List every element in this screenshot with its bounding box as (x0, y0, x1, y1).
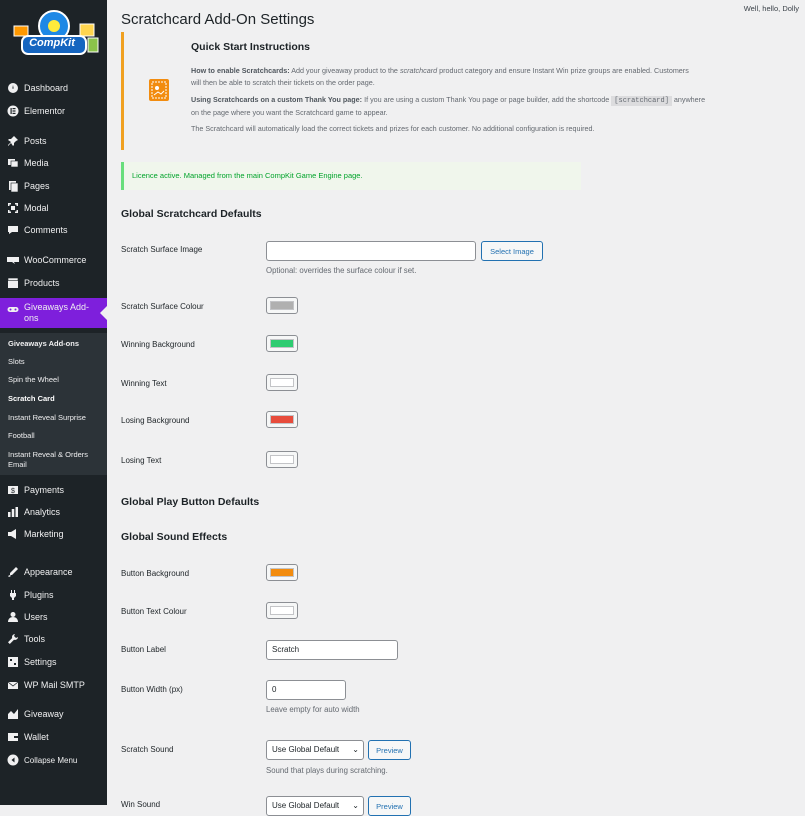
licence-notice: Licence active. Managed from the main CompKit Game Engine page. (121, 162, 581, 190)
notice-paragraph-3: The Scratchcard will automatically load the correct tickets and prizes for each customer. No additional configuration is required. (191, 124, 595, 133)
submenu-item-giveaways-addons[interactable]: Giveaways Add-ons (8, 339, 79, 348)
label-button-width: Button Width (px) (121, 685, 183, 694)
compkit-logo[interactable] (8, 8, 100, 62)
submenu-item-football[interactable]: Football (8, 431, 35, 440)
notice-title: Quick Start Instructions (191, 41, 311, 53)
sidebar-item-label: Analytics (24, 507, 61, 517)
sidebar-item-users[interactable] (0, 611, 107, 623)
sidebar-collapse-menu[interactable] (0, 754, 107, 766)
sidebar-item-label: Media (24, 158, 49, 168)
sidebar-item-label: Users (24, 612, 48, 622)
marketing-icon (7, 528, 19, 540)
sidebar-item-label: Payments (24, 485, 65, 495)
sidebar-item-label: Giveaway (24, 709, 64, 719)
wallet-icon (7, 731, 19, 743)
win-sound-preview-button[interactable]: Preview (368, 796, 411, 816)
win-sound-select[interactable] (266, 796, 364, 816)
admin-sidebar (0, 0, 107, 805)
notice-paragraph-2: Using Scratchcards on a custom Thank You page: If you are using a custom Thank You page or page builder, add the shortcode [scratchcard] anywhere on the page where you want the Scratchcard game to appear. (191, 95, 706, 117)
sidebar-item-wp-mail-smtp[interactable] (0, 679, 107, 691)
comments-icon (7, 224, 19, 236)
label-button-text-colour: Button Text Colour (121, 607, 187, 616)
giveaway-icon (7, 708, 19, 720)
submenu-item-slots[interactable]: Slots (8, 357, 25, 366)
select-image-button[interactable]: Select Image (481, 241, 543, 261)
modal-icon (7, 202, 19, 214)
sidebar-item-payments[interactable] (0, 484, 107, 496)
submenu-item-instant-reveal-surprise[interactable]: Instant Reveal Surprise (8, 413, 86, 422)
tools-icon (7, 633, 19, 645)
color-swatch (270, 301, 294, 310)
button-text-colour-picker[interactable] (266, 602, 298, 619)
svg-text:$: $ (11, 488, 15, 495)
sidebar-item-label: Wallet (24, 732, 49, 742)
sidebar-item-label: Comments (24, 225, 68, 235)
sidebar-item-label: Elementor (24, 106, 66, 116)
pages-icon (7, 180, 19, 192)
scratch-sound-preview-button[interactable]: Preview (368, 740, 411, 760)
winning-text-colour-picker[interactable] (266, 374, 298, 391)
sidebar-item-plugins[interactable] (0, 589, 107, 601)
label-scratch-surface-colour: Scratch Surface Colour (121, 302, 204, 311)
quick-start-notice (121, 32, 706, 150)
payments-icon (7, 484, 19, 496)
logo-text: CompKit (29, 37, 75, 49)
label-button-background: Button Background (121, 569, 190, 578)
notice-paragraph-1: How to enable Scratchcards: Add your giveaway product to the scratchcard product category and ensure Instant Win prize groups are enabled. Customers will then be able to scratch their tickets on the order page. (191, 66, 689, 87)
sidebar-item-label: Dashboard (24, 83, 69, 93)
sidebar-item-label: Modal (24, 203, 49, 213)
sidebar-item-label: Posts (24, 136, 47, 146)
chevron-down-icon: ⌄ (352, 801, 359, 810)
label-losing-background: Losing Background (121, 416, 190, 425)
appearance-icon (7, 566, 19, 578)
settings-icon (7, 656, 19, 668)
submenu-item-spin-the-wheel[interactable]: Spin the Wheel (8, 375, 59, 384)
section-heading-play-button: Global Play Button Defaults (121, 496, 260, 508)
sidebar-item-marketing[interactable] (0, 528, 107, 540)
shortcode: [scratchcard] (611, 96, 672, 106)
sidebar-item-modal[interactable] (0, 202, 107, 214)
button-background-colour-picker[interactable] (266, 564, 298, 581)
section-heading-scratchcard: Global Scratchcard Defaults (121, 208, 262, 220)
pin-icon (7, 135, 19, 147)
scratch-sound-description: Sound that plays during scratching. (266, 766, 388, 775)
sidebar-item-tools[interactable] (0, 633, 107, 645)
scratch-sound-select[interactable] (266, 740, 364, 760)
scratchcard-icon (148, 78, 170, 102)
sidebar-item-label: WP Mail SMTP (24, 680, 85, 690)
greeting[interactable]: Well, hello, Dolly (743, 4, 799, 13)
surface-image-description: Optional: overrides the surface colour if set. (266, 266, 417, 275)
chevron-down-icon: ⌄ (352, 745, 359, 754)
color-swatch (270, 606, 294, 615)
sidebar-item-wallet[interactable] (0, 731, 107, 743)
giveaways-submenu (0, 333, 107, 475)
sidebar-item-appearance[interactable] (0, 566, 107, 578)
dashboard-icon (7, 82, 19, 94)
sidebar-item-label: WooCommerce (24, 255, 87, 265)
select-value: Use Global Default (272, 745, 340, 754)
users-icon (7, 611, 19, 623)
label-scratch-surface-image: Scratch Surface Image (121, 245, 203, 254)
page-title: Scratchcard Add-On Settings (121, 11, 315, 28)
losing-background-colour-picker[interactable] (266, 411, 298, 428)
winning-background-colour-picker[interactable] (266, 335, 298, 352)
giveaways-icon (7, 303, 19, 315)
label-winning-background: Winning Background (121, 340, 195, 349)
section-heading-sound: Global Sound Effects (121, 531, 228, 543)
sidebar-item-label: Collapse Menu (24, 755, 78, 765)
sidebar-item-comments[interactable] (0, 224, 107, 236)
color-swatch (270, 455, 294, 464)
analytics-icon (7, 506, 19, 518)
elementor-icon (7, 105, 19, 117)
label-win-sound: Win Sound (121, 800, 161, 809)
sidebar-item-woocommerce[interactable] (0, 254, 107, 266)
sidebar-item-settings[interactable] (0, 656, 107, 668)
sidebar-item-giveaway[interactable] (0, 708, 107, 720)
active-indicator (100, 306, 107, 320)
products-icon (7, 277, 19, 289)
color-swatch (270, 568, 294, 577)
sidebar-item-label: Giveaways Add-ons (24, 302, 90, 323)
sidebar-item-giveaways-addons[interactable] (0, 298, 107, 328)
color-swatch (270, 378, 294, 387)
button-label-input[interactable]: Scratch (266, 640, 398, 660)
sidebar-item-analytics[interactable] (0, 506, 107, 518)
label-button-label: Button Label (121, 645, 166, 654)
button-width-description: Leave empty for auto width (266, 705, 360, 714)
label-losing-text: Losing Text (121, 456, 162, 465)
color-swatch (270, 339, 294, 348)
sidebar-item-label: Settings (24, 657, 57, 667)
scratch-surface-image-input[interactable] (266, 241, 476, 261)
media-icon (7, 157, 19, 169)
color-swatch (270, 415, 294, 424)
sidebar-item-pages[interactable] (0, 180, 107, 192)
sidebar-item-label: Tools (24, 634, 46, 644)
label-scratch-sound: Scratch Sound (121, 745, 174, 754)
main-content (107, 0, 805, 811)
select-value: Use Global Default (272, 801, 340, 810)
losing-text-colour-picker[interactable] (266, 451, 298, 468)
sidebar-item-posts[interactable] (0, 135, 107, 147)
mail-icon (7, 679, 19, 691)
sidebar-item-media[interactable] (0, 157, 107, 169)
sidebar-item-elementor[interactable] (0, 105, 107, 117)
plugins-icon (7, 589, 19, 601)
collapse-icon (7, 754, 19, 766)
scratch-surface-colour-picker[interactable] (266, 297, 298, 314)
sidebar-item-label: Marketing (24, 529, 64, 539)
submenu-item-scratch-card[interactable]: Scratch Card (8, 394, 55, 403)
button-width-input[interactable]: 0 (266, 680, 346, 700)
sidebar-item-products[interactable] (0, 277, 107, 289)
submenu-item-instant-reveal-orders-email[interactable]: Instant Reveal & Orders Email (8, 450, 89, 469)
woocommerce-icon (7, 254, 19, 266)
sidebar-item-label: Plugins (24, 590, 54, 600)
sidebar-item-label: Products (24, 278, 60, 288)
sidebar-item-label: Appearance (24, 567, 73, 577)
label-winning-text: Winning Text (121, 379, 167, 388)
sidebar-item-dashboard[interactable] (0, 82, 107, 94)
sidebar-item-label: Pages (24, 181, 50, 191)
